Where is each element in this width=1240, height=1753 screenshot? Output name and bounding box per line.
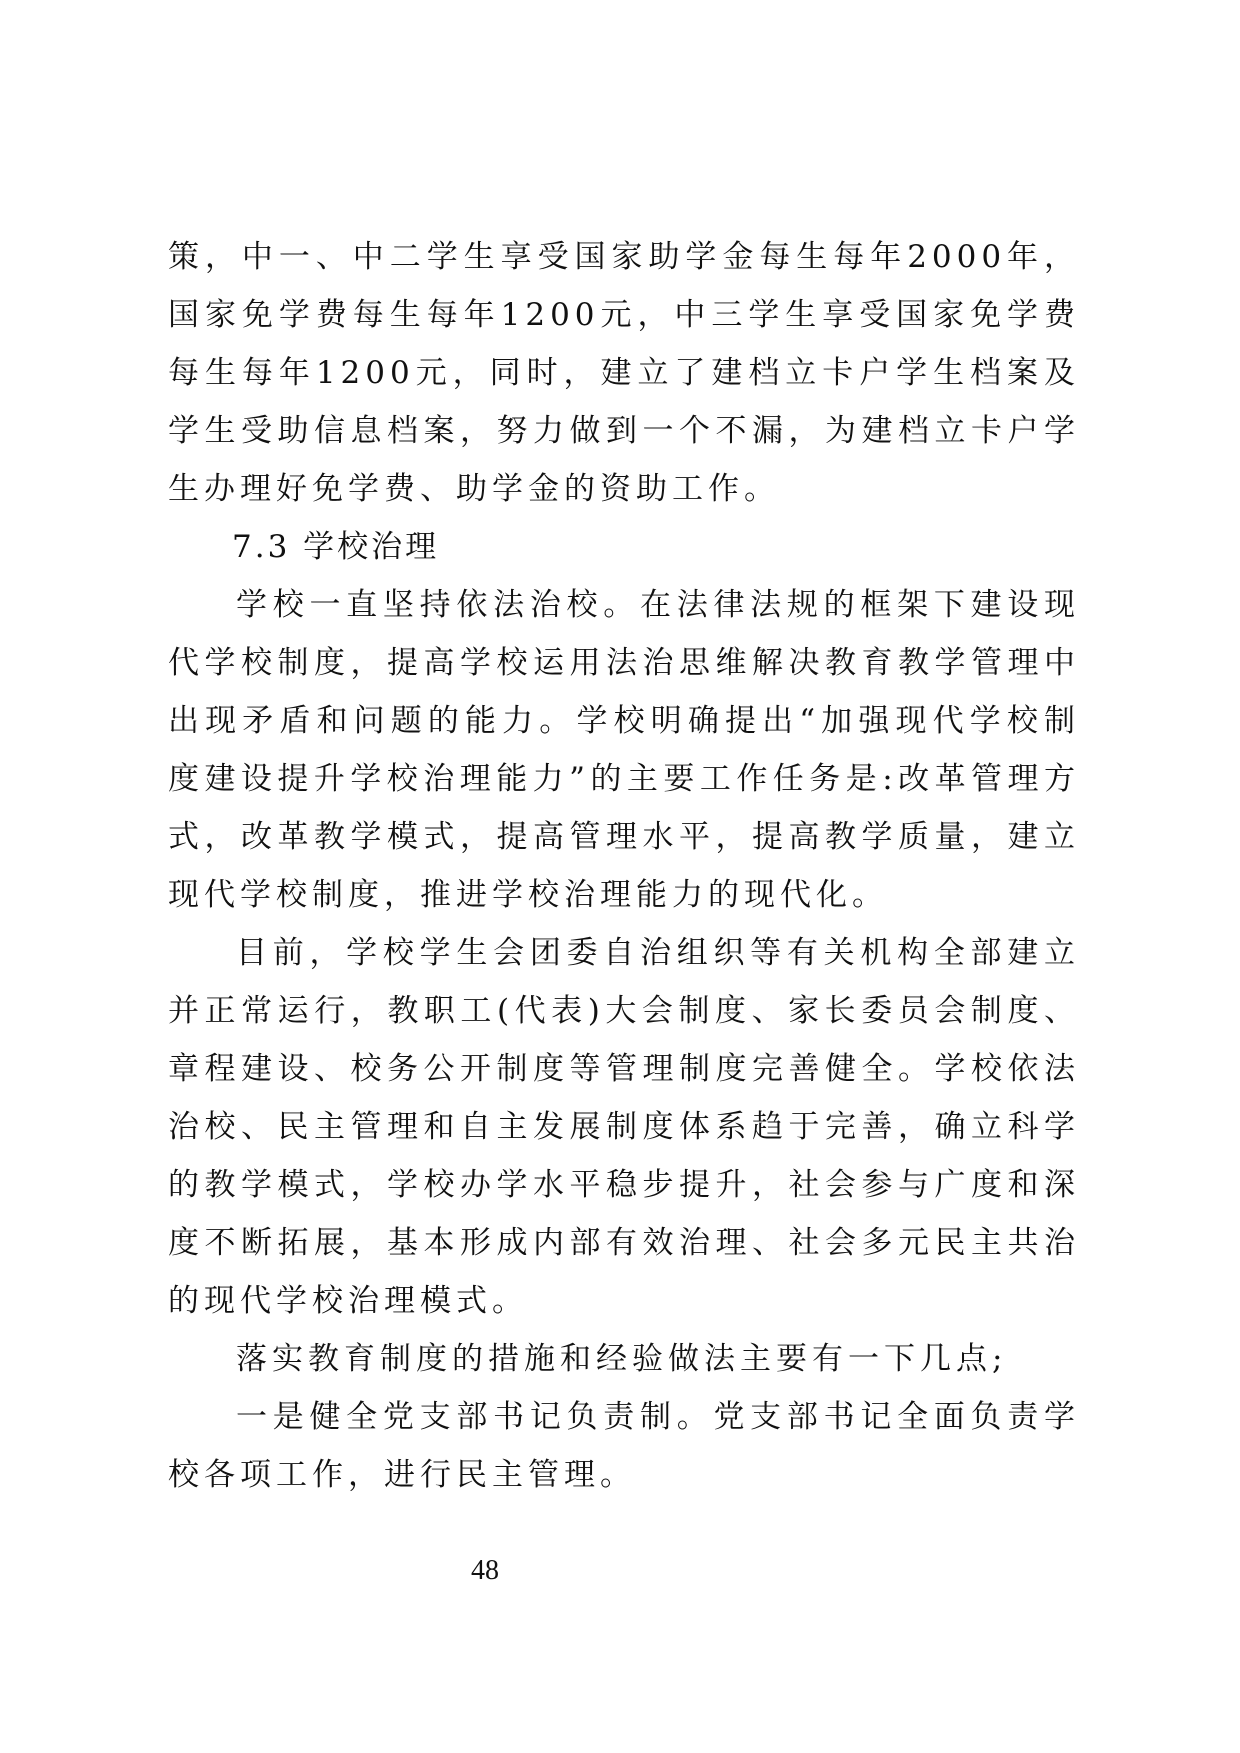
paragraph-rule-of-law: 学校一直坚持依法治校。在法律法规的框架下建设现代学校制度，提高学校运用法治思维解决教育教学管理中出现矛盾和问题的能力。学校明确提出“加强现代学校制度建设提升学校治理能力”的主要工作任务是:改革管理方式，改革教学模式，提高管理水平，提高教学质量，建立现代学校制度，推进学校治理能力的现代化。: [168, 587, 1080, 913]
page-number: 48: [471, 1555, 499, 1586]
document-body: [168, 228, 1080, 1504]
paragraph-continuation: 策，中一、中二学生享受国家助学金每生每年2000年，国家免学费每生每年1200元，中三学生享受国家免学费每生每年1200元，同时，建立了建档立卡户学生档案及学生受助信息档案，努力做到一个不漏，为建档立卡户学生办理好免学费、助学金的资助工作。: [168, 239, 1080, 507]
section-heading: 7.3 学校治理: [232, 529, 440, 565]
paragraph-measure-one: 一是健全党支部书记负责制。党支部书记全面负责学校各项工作，进行民主管理。: [168, 1399, 1080, 1493]
paragraph-current-status: 目前，学校学生会团委自治组织等有关机构全部建立并正常运行，教职工(代表)大会制度、家长委员会制度、章程建设、校务公开制度等管理制度完善健全。学校依法治校、民主管理和自主发展制度体系趋于完善，确立科学的教学模式，学校办学水平稳步提升，社会参与广度和深度不断拓展，基本形成内部有效治理、社会多元民主共治的现代学校治理模式。: [168, 935, 1080, 1319]
paragraph-measures-intro: 落实教育制度的措施和经验做法主要有一下几点;: [236, 1341, 1008, 1377]
